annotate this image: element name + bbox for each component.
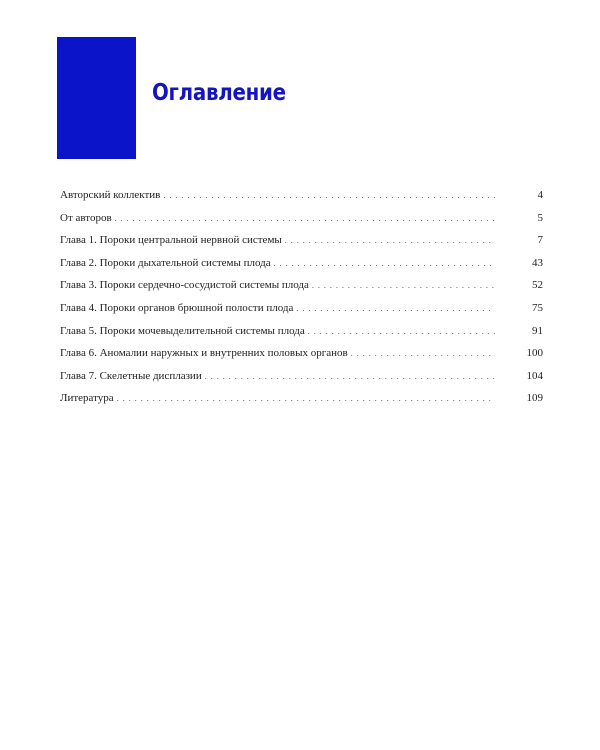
- toc-entry[interactable]: [60, 274, 543, 297]
- toc-entry[interactable]: [60, 252, 543, 275]
- dot-leader: [205, 365, 495, 389]
- toc-entry[interactable]: [60, 207, 543, 230]
- toc-entry[interactable]: [60, 297, 543, 320]
- toc-entry[interactable]: [60, 184, 543, 207]
- toc-entry[interactable]: [60, 229, 543, 252]
- toc-entry[interactable]: [60, 342, 543, 365]
- toc-entry-page: 52: [532, 279, 543, 292]
- dot-leader: [312, 274, 495, 298]
- toc-entry[interactable]: [60, 365, 543, 388]
- toc-entry-label: Литература: [60, 392, 114, 405]
- toc-entry-page: 109: [526, 392, 543, 405]
- toc-entry-label: Авторский коллектив: [60, 189, 161, 201]
- toc-entry-label: Глава 7. Скелетные дисплазии: [60, 369, 202, 382]
- toc-entry-page: 4: [537, 189, 543, 201]
- toc-entry-label: Глава 4. Пороки органов брюшной полости плода: [60, 301, 294, 314]
- toc-entry-label: Глава 6. Аномалии наружных и внутренних половых органов: [60, 347, 348, 360]
- toc-entry-page: 104: [526, 369, 543, 382]
- toc-entry-label: Глава 3. Пороки сердечно-сосудистой системы плода: [60, 279, 309, 292]
- toc-entry-page: 7: [537, 234, 543, 247]
- toc-entry[interactable]: [60, 320, 543, 343]
- toc-entry[interactable]: [60, 387, 543, 410]
- dot-leader: [115, 207, 495, 231]
- toc-entry-page: 43: [532, 256, 543, 269]
- dot-leader: [274, 252, 495, 276]
- toc-entry-page: 5: [537, 211, 543, 224]
- dot-leader: [308, 320, 495, 344]
- toc-entry-page: 100: [526, 347, 543, 360]
- table-of-contents: [60, 184, 543, 410]
- dot-leader: [296, 297, 495, 321]
- page-title: Оглавление: [152, 80, 286, 106]
- decorative-blue-block: [57, 37, 136, 159]
- toc-entry-page: 75: [532, 301, 543, 314]
- dot-leader: [351, 342, 495, 366]
- toc-entry-label: Глава 5. Пороки мочевыделительной системы плода: [60, 324, 305, 337]
- dot-leader: [163, 184, 495, 208]
- toc-entry-label: Глава 2. Пороки дыхательной системы плода: [60, 256, 271, 269]
- toc-entry-label: От авторов: [60, 211, 112, 224]
- dot-leader: [285, 229, 495, 253]
- dot-leader: [117, 387, 495, 411]
- toc-entry-page: 91: [532, 324, 543, 337]
- toc-entry-label: Глава 1. Пороки центральной нервной системы: [60, 234, 282, 247]
